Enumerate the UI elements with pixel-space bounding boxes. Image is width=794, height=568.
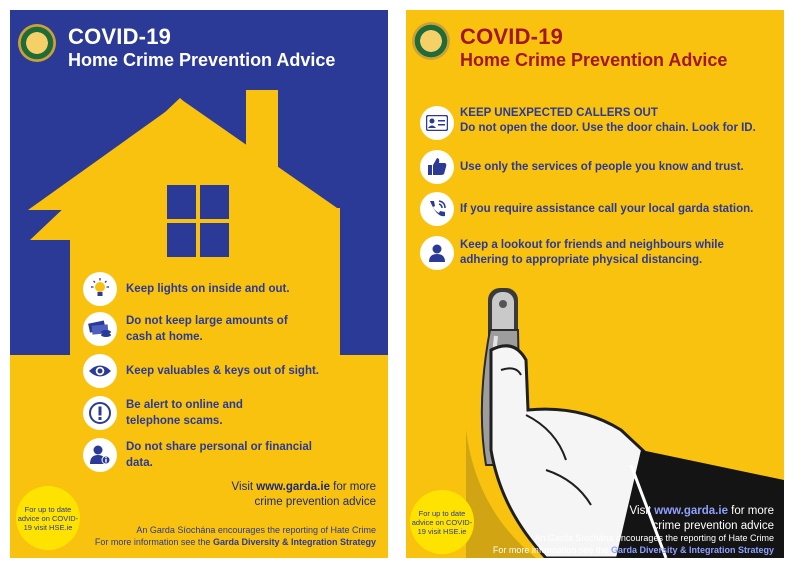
tip-lookout: Keep a lookout for friends and neighbours while adhering to appropriate physical distancing. [460,239,724,266]
eye-icon [83,354,117,388]
tip-heading: KEEP UNEXPECTED CALLERS OUT [460,107,658,119]
phone-icon [420,192,454,226]
tip-item-lights [83,272,290,306]
hse-advice-bubble: For up to date advice on COVID-19 visit HSE.ie [410,490,474,554]
visit-text: Visit www.garda.ie for more crime prevention advice [231,481,376,508]
tip-item-cash [83,312,323,346]
house-window [167,185,229,257]
hate-crime-text: An Garda Síochána encourages the reporting of Hate Crime For more information see the Garda Diversity & Integration Strategy [94,525,376,547]
tip-item-scams [83,396,323,430]
tip-text: Keep lights on inside and out. [126,283,290,295]
alert-icon [83,396,117,430]
diversity-strategy-link[interactable]: Garda Diversity & Integration Strategy [212,537,376,547]
hand-doorhandle-illustration [406,10,784,558]
diversity-strategy-link[interactable]: Garda Diversity & Integration Strategy [610,545,774,555]
title-advice: Home Crime Prevention Advice [460,50,728,70]
person-icon [420,236,454,270]
thumbs-up-icon [420,150,454,184]
tip-text: Do not share personal or financial data. [126,441,312,469]
title-advice: Home Crime Prevention Advice [68,50,336,70]
tip-assistance: If you require assistance call your local garda station. [460,203,754,215]
garda-link[interactable]: www.garda.ie [256,481,330,493]
person-info-icon [83,438,117,472]
tip-item-data [83,438,323,472]
garda-badge-icon [18,24,56,62]
right-poster [406,10,784,558]
id-card-icon [420,106,454,140]
hse-advice-bubble: For up to date advice on COVID-19 visit HSE.ie [16,486,80,550]
tip-body: Do not open the door. Use the door chain. Look for ID. [460,122,756,134]
lightbulb-icon [83,272,117,306]
visit-text: Visit www.garda.ie for more crime prevention advice [629,505,774,532]
tip-services: Use only the services of people you know and trust. [460,161,744,173]
title-covid: COVID-19 [68,24,172,49]
title-covid: COVID-19 [460,24,564,49]
garda-link[interactable]: www.garda.ie [654,505,728,517]
hate-crime-text: An Garda Síochána encourages the reporting of Hate Crime For more information see the Garda Diversity & Integration Strategy [492,533,774,555]
cash-icon [83,312,117,346]
tip-text: Be alert to online and telephone scams. [126,399,243,427]
tip-callers [460,106,780,136]
garda-badge-icon [412,22,450,60]
tip-text: Do not keep large amounts of cash at home. [126,315,288,343]
left-poster [10,10,388,558]
tip-item-valuables [83,354,319,388]
tip-text: Keep valuables & keys out of sight. [126,365,319,377]
